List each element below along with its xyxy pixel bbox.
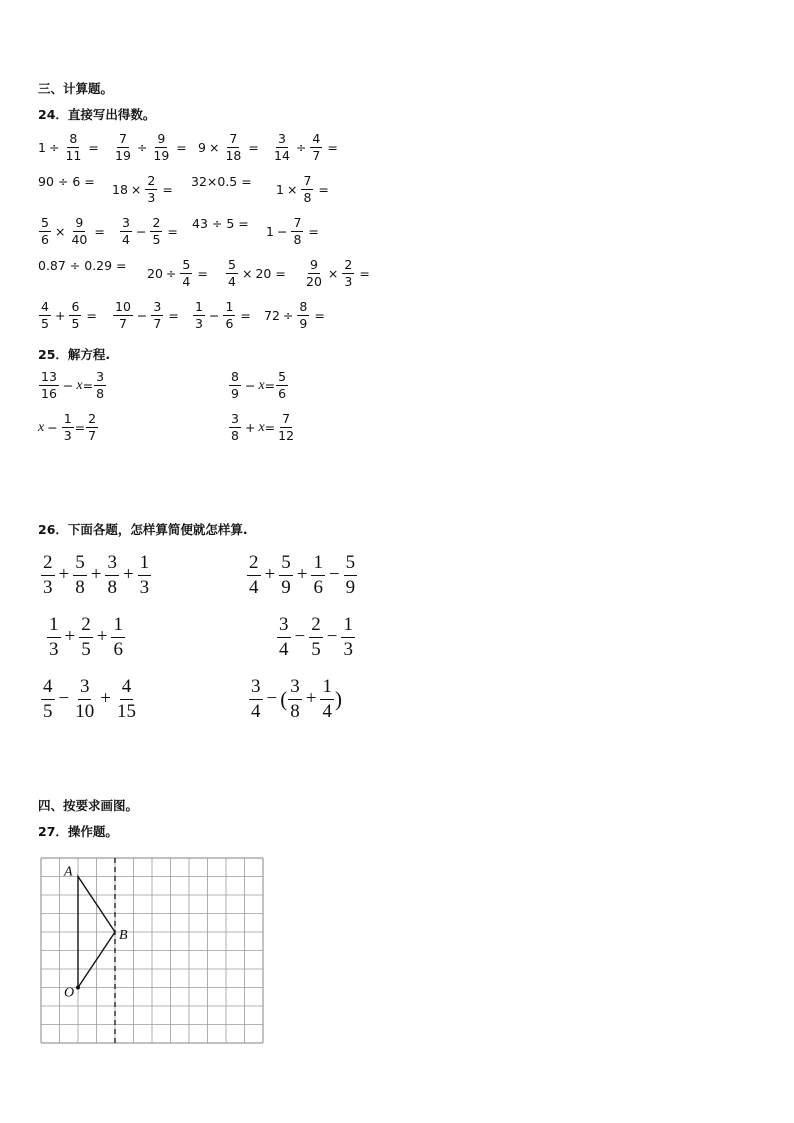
expression-26-2 — [246, 552, 358, 599]
denominator: 9 — [299, 316, 308, 332]
numerator: 8 — [297, 300, 309, 316]
numerator: 3 — [276, 132, 288, 148]
denominator: 6 — [113, 638, 123, 660]
expression-text: = — [168, 308, 179, 324]
numerator: 4 — [41, 676, 55, 700]
fraction — [341, 614, 355, 661]
denominator: 7 — [118, 316, 127, 332]
fraction — [277, 614, 291, 661]
fraction — [223, 300, 235, 332]
expression-text: = — [264, 420, 276, 436]
denominator: 7 — [153, 316, 162, 332]
denominator: 3 — [49, 638, 59, 660]
operator: + — [100, 688, 111, 710]
numerator: 2 — [342, 258, 354, 274]
equation-25-2 — [228, 370, 289, 402]
numerator: 8 — [67, 132, 79, 148]
numerator: 7 — [227, 132, 239, 148]
numerator: 5 — [276, 370, 288, 386]
denominator: 9 — [281, 576, 291, 598]
expression-text: = — [318, 182, 329, 198]
variable: x — [38, 419, 45, 435]
variable: x — [76, 377, 83, 393]
operator: − — [208, 308, 220, 324]
expression-24-2-3 — [266, 216, 319, 248]
expression-text: = — [248, 140, 259, 156]
expression-text: 1 — [38, 140, 46, 156]
point-labels — [63, 865, 128, 1001]
fraction — [94, 370, 106, 402]
expression-24-1-3 — [276, 174, 329, 206]
fraction — [39, 216, 51, 248]
expression-text: 0.87 ÷ 0.29 = — [38, 258, 127, 273]
operator: + — [54, 308, 66, 324]
fraction — [145, 174, 157, 206]
fraction — [86, 412, 98, 444]
expression-text: 20 — [147, 266, 163, 282]
operator: ÷ — [295, 140, 307, 156]
expression-24-2-2 — [192, 216, 249, 231]
expression-text: = — [240, 308, 251, 324]
numerator: 2 — [86, 412, 98, 428]
denominator: 3 — [139, 576, 150, 598]
expression-text: = — [197, 266, 208, 282]
operator: + — [122, 564, 134, 586]
triangle-aob — [76, 877, 115, 990]
denominator: 3 — [147, 190, 156, 206]
expression-text: = — [359, 266, 370, 282]
denominator: 9 — [231, 386, 239, 402]
numerator: 2 — [145, 174, 157, 190]
numerator: 3 — [277, 614, 291, 638]
fraction — [226, 258, 238, 290]
equation-25-4 — [228, 412, 297, 444]
expression-24-1-0 — [38, 174, 95, 189]
numerator: 4 — [39, 300, 51, 316]
numerator: 1 — [320, 676, 334, 700]
expression-26-5 — [40, 676, 139, 723]
fraction — [47, 614, 61, 661]
denominator: 3 — [195, 316, 203, 332]
numerator: 9 — [155, 132, 167, 148]
denominator: 4 — [249, 576, 259, 598]
fraction — [276, 412, 296, 444]
operator: − — [244, 378, 256, 394]
variable: x — [258, 419, 265, 435]
operator: + — [58, 564, 70, 586]
denominator: 19 — [153, 148, 170, 164]
denominator: 5 — [311, 638, 321, 660]
numerator: 2 — [41, 552, 55, 576]
operator: − — [135, 224, 147, 240]
fraction — [272, 132, 292, 164]
operator: + — [244, 420, 256, 436]
operator: ÷ — [48, 140, 60, 156]
fraction — [79, 614, 93, 661]
fraction — [39, 300, 51, 332]
operator: × — [327, 266, 339, 282]
section-4-heading: 四、按要求画图。 — [38, 798, 139, 813]
operator: − — [58, 688, 70, 710]
fraction — [41, 676, 55, 723]
expression-text: = — [264, 378, 276, 394]
fraction — [342, 258, 354, 290]
denominator: 3 — [343, 638, 353, 660]
numerator: 2 — [309, 614, 323, 638]
operator: × — [286, 182, 298, 198]
fraction — [311, 552, 325, 599]
numerator: 3 — [120, 216, 132, 232]
numerator: 7 — [291, 216, 303, 232]
question-26-title: 26．下面各题，怎样算简便就怎样算. — [38, 522, 248, 537]
operator: ÷ — [282, 308, 294, 324]
numerator: 1 — [193, 300, 205, 316]
expression-text: = — [88, 140, 99, 156]
denominator: 6 — [41, 232, 49, 248]
numerator: 7 — [117, 132, 129, 148]
fraction — [193, 300, 205, 332]
point-label-b: B — [119, 928, 128, 943]
expression-24-4-2 — [192, 300, 251, 332]
operator: × — [54, 224, 66, 240]
denominator: 5 — [43, 700, 53, 722]
fraction — [62, 412, 74, 444]
operator: + — [90, 564, 102, 586]
denominator: 15 — [116, 700, 136, 722]
fraction — [105, 552, 119, 599]
fraction — [120, 216, 132, 248]
fraction — [249, 676, 263, 723]
numerator: 5 — [279, 552, 293, 576]
denominator: 8 — [231, 428, 239, 444]
denominator: 16 — [41, 386, 57, 402]
numerator: 9 — [308, 258, 320, 274]
fraction — [229, 412, 241, 444]
section-3-heading: 三、计算题。 — [38, 81, 114, 96]
operator: × — [208, 140, 220, 156]
fraction — [73, 552, 87, 599]
operator: ÷ — [136, 140, 148, 156]
expression-24-0-1 — [112, 132, 187, 164]
expression-24-1-2 — [191, 174, 252, 189]
expression-text: = — [82, 378, 94, 394]
expression-24-3-2 — [225, 258, 286, 290]
denominator: 5 — [71, 316, 80, 332]
operator: − — [266, 688, 278, 710]
expression-text: = — [314, 308, 325, 324]
denominator: 12 — [278, 428, 295, 444]
denominator: 10 — [75, 700, 95, 722]
denominator: 3 — [344, 274, 353, 290]
grid-lines — [41, 858, 263, 1043]
fraction — [276, 370, 288, 402]
fraction — [229, 370, 241, 402]
denominator: 7 — [312, 148, 321, 164]
denominator: 6 — [313, 576, 323, 598]
fraction — [69, 300, 81, 332]
fraction — [309, 614, 323, 661]
denominator: 5 — [152, 232, 161, 248]
fraction — [63, 132, 83, 164]
expression-text: 90 ÷ 6 = — [38, 174, 95, 189]
fraction — [73, 676, 96, 723]
numerator: 1 — [341, 614, 355, 638]
numerator: 1 — [111, 614, 125, 638]
expression-text: 1 — [266, 224, 274, 240]
numerator: 2 — [150, 216, 162, 232]
fraction — [151, 300, 163, 332]
fraction — [301, 174, 313, 206]
expression-text: 18 — [112, 182, 128, 198]
expression-text: = — [74, 420, 86, 436]
denominator: 4 — [322, 700, 332, 722]
denominator: 18 — [225, 148, 242, 164]
fraction — [310, 132, 322, 164]
expression-24-2-0 — [38, 216, 105, 248]
numerator: 5 — [39, 216, 51, 232]
operator: + — [264, 564, 276, 586]
numerator: 5 — [73, 552, 87, 576]
operator: − — [294, 626, 306, 648]
denominator: 6 — [225, 316, 234, 332]
denominator: 3 — [63, 428, 72, 444]
numerator: 8 — [229, 370, 241, 386]
fraction — [279, 552, 293, 599]
denominator: 40 — [71, 232, 88, 248]
numerator: 5 — [344, 552, 358, 576]
operator: − — [136, 308, 148, 324]
denominator: 4 — [228, 274, 236, 290]
operator: − — [47, 420, 58, 436]
operator: − — [276, 224, 288, 240]
question-27-title: 27．操作题。 — [38, 824, 118, 839]
fraction — [180, 258, 192, 290]
fraction — [115, 676, 138, 723]
numerator: 4 — [120, 676, 134, 700]
fraction — [150, 216, 162, 248]
operator: × — [241, 266, 253, 282]
numerator: 3 — [229, 412, 241, 428]
expression-text: = — [308, 224, 319, 240]
operator: + — [296, 564, 308, 586]
numerator: 3 — [249, 676, 263, 700]
point-label-a: A — [64, 864, 73, 880]
denominator: 19 — [115, 148, 131, 164]
question-25-title: 25．解方程. — [38, 347, 111, 362]
expression-24-4-1 — [112, 300, 179, 332]
point-label-o: O — [64, 985, 75, 1001]
equation-25-1 — [38, 370, 107, 402]
triangle-grid-figure — [38, 855, 268, 1047]
denominator: 7 — [88, 428, 97, 444]
expression-24-3-0 — [38, 258, 127, 273]
denominator: 6 — [278, 386, 287, 402]
denominator: 8 — [290, 700, 300, 722]
parenthesis: ) — [334, 686, 342, 711]
numerator: 5 — [180, 258, 192, 274]
expression-24-2-1 — [119, 216, 178, 248]
expression-26-3 — [46, 614, 126, 661]
expression-24-4-0 — [38, 300, 97, 332]
expression-text: = — [176, 140, 187, 156]
denominator: 8 — [107, 576, 117, 598]
denominator: 3 — [43, 576, 53, 598]
expression-text: 1 — [276, 182, 284, 198]
numerator: 7 — [301, 174, 313, 190]
equation-25-3 — [38, 412, 99, 444]
operator: + — [96, 626, 108, 648]
numerator: 3 — [78, 676, 92, 700]
denominator: 20 — [306, 274, 322, 290]
fraction — [113, 132, 133, 164]
numerator: 9 — [73, 216, 85, 232]
expression-24-3-3 — [303, 258, 370, 290]
expression-26-4 — [276, 614, 356, 661]
numerator: 3 — [151, 300, 163, 316]
denominator: 8 — [96, 386, 105, 402]
fraction — [291, 216, 303, 248]
fraction — [344, 552, 358, 599]
fraction — [320, 676, 334, 723]
expression-text: 9 — [198, 140, 206, 156]
expression-24-0-0 — [38, 132, 99, 164]
fraction — [111, 614, 125, 661]
fraction — [138, 552, 152, 599]
expression-26-1 — [40, 552, 152, 599]
denominator: 11 — [65, 148, 82, 164]
operator: × — [130, 182, 142, 198]
parenthesis: ( — [280, 686, 288, 711]
fraction — [304, 258, 324, 290]
numerator: 4 — [310, 132, 322, 148]
numerator: 2 — [247, 552, 261, 576]
fraction — [151, 132, 171, 164]
fraction — [113, 300, 133, 332]
numerator: 6 — [69, 300, 81, 316]
denominator: 4 — [279, 638, 289, 660]
numerator: 10 — [113, 300, 133, 316]
numerator: 13 — [39, 370, 59, 386]
question-24-title: 24．直接写出得数。 — [38, 107, 156, 122]
expression-text: = — [86, 308, 97, 324]
expression-text: 20 = — [255, 266, 286, 282]
numerator: 3 — [288, 676, 302, 700]
operator: − — [62, 378, 74, 394]
expression-text: 72 — [264, 308, 280, 324]
expression-24-3-1 — [147, 258, 208, 290]
fraction — [247, 552, 261, 599]
operator: + — [305, 688, 317, 710]
denominator: 8 — [75, 576, 85, 598]
numerator: 5 — [226, 258, 238, 274]
denominator: 8 — [303, 190, 312, 206]
denominator: 9 — [345, 576, 356, 598]
fraction — [39, 370, 59, 402]
point-o-dot — [76, 986, 80, 990]
fraction — [69, 216, 89, 248]
expression-24-0-2 — [198, 132, 259, 164]
fraction — [297, 300, 309, 332]
operator: − — [326, 626, 338, 648]
expression-text: 32×0.5 = — [191, 174, 252, 189]
denominator: 8 — [293, 232, 302, 248]
denominator: 4 — [122, 232, 130, 248]
expression-26-6 — [248, 676, 342, 723]
expression-24-4-3 — [264, 300, 325, 332]
numerator: 1 — [47, 614, 61, 638]
expression-24-0-3 — [271, 132, 338, 164]
expression-text: = — [94, 224, 105, 240]
numerator: 1 — [138, 552, 152, 576]
variable: x — [258, 377, 265, 393]
denominator: 5 — [41, 316, 49, 332]
operator: + — [64, 626, 76, 648]
expression-text: = — [167, 224, 178, 240]
numerator: 1 — [223, 300, 235, 316]
expression-24-1-1 — [112, 174, 173, 206]
denominator: 4 — [251, 700, 261, 722]
denominator: 14 — [274, 148, 290, 164]
fraction — [288, 676, 302, 723]
numerator: 2 — [79, 614, 93, 638]
denominator: 5 — [81, 638, 91, 660]
fraction — [41, 552, 55, 599]
operator: ÷ — [165, 266, 177, 282]
numerator: 1 — [62, 412, 74, 428]
numerator: 7 — [280, 412, 292, 428]
numerator: 3 — [94, 370, 106, 386]
numerator: 1 — [311, 552, 325, 576]
denominator: 4 — [182, 274, 191, 290]
expression-text: = — [327, 140, 338, 156]
expression-text: = — [162, 182, 173, 198]
numerator: 3 — [105, 552, 119, 576]
operator: − — [328, 564, 340, 586]
expression-text: 43 ÷ 5 = — [192, 216, 249, 231]
fraction — [223, 132, 243, 164]
